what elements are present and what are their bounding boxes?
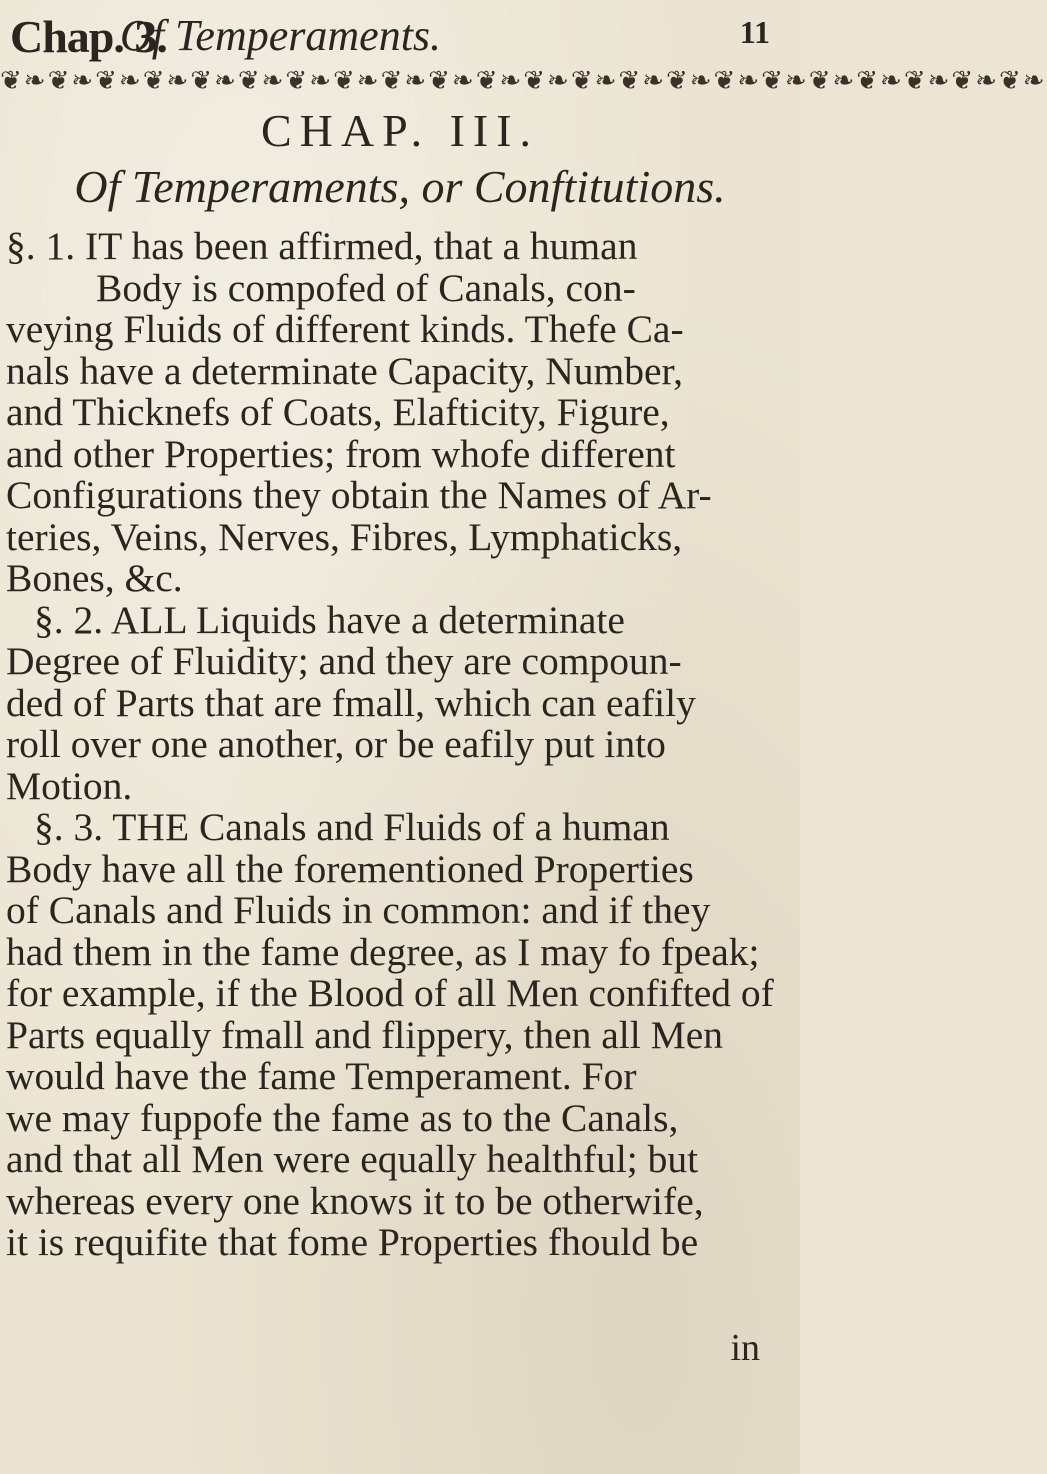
text-line: Parts equally fmall and flippery, then all Men: [6, 1012, 724, 1057]
text-line: veying Fluids of different kinds. Thefe Ca-: [6, 307, 684, 351]
page-header: [10, 4, 790, 64]
running-title: Of Temperaments.: [120, 11, 442, 60]
text-line: had them in the fame degree, as I may fo fpeak;: [6, 929, 760, 974]
text-line: roll over one another, or be eafily put into: [6, 722, 666, 766]
text-line: Body have all the forementioned Properties: [6, 846, 694, 891]
text-line: and other Properties; from whofe different: [6, 431, 676, 476]
text-line: whereas every one knows it to be otherwife,: [6, 1178, 704, 1223]
text-line: §. 2. ALL Liquids have a determinate: [34, 597, 625, 642]
text-line: ded of Parts that are fmall, which can eafily: [6, 680, 696, 725]
text-line: would have the fame Temperament. For: [6, 1054, 637, 1098]
text-line: it is requifite that fome Properties fhould be: [6, 1220, 699, 1264]
text-line: teries, Veins, Nerves, Fibres, Lymphaticks,: [6, 514, 683, 559]
text-line: and Thicknefs of Coats, Elafticity, Figure,: [6, 390, 670, 434]
text-line: §. 3. THE Canals and Fluids of a human: [34, 805, 670, 849]
text-line: of Canals and Fluids in common: and if they: [6, 888, 711, 932]
chapter-title: CHAP. III.: [260, 105, 540, 156]
text-line: we may fuppofe the fame as to the Canals,: [6, 1095, 679, 1140]
body-text: [0, 226, 800, 1264]
text-line: and that all Men were equally healthful; but: [6, 1137, 699, 1181]
catchword: in: [730, 1327, 760, 1369]
text-line: nals have a determinate Capacity, Number,: [6, 348, 683, 393]
text-line: Degree of Fluidity; and they are compoun-: [6, 639, 682, 683]
text-line: §. 1. IT has been affirmed, that a human: [6, 224, 638, 268]
text-line: Body is compofed of Canals, con-: [96, 265, 636, 310]
chapter-subtitle: Of Temperaments, or Conftitutions.: [74, 161, 726, 212]
ornamental-band: ❦❧❦❧❦❧❦❧❦❧❦❧❦❧❦❧❦❧❦❧❦❧❦❧❦❧❦❧❦❧❦❧❦❧❦❧❦❧❦❧❦❧❦❧: [0, 66, 1047, 95]
chapter-label: Chap. 3.: [10, 11, 167, 62]
text-line: for example, if the Blood of all Men confifted of: [6, 971, 774, 1015]
text-line: Motion.: [6, 763, 133, 808]
page-number: 11: [739, 14, 770, 50]
text-line: Bones, &c.: [6, 556, 183, 600]
text-line: Configurations they obtain the Names of Ar-: [6, 473, 712, 517]
